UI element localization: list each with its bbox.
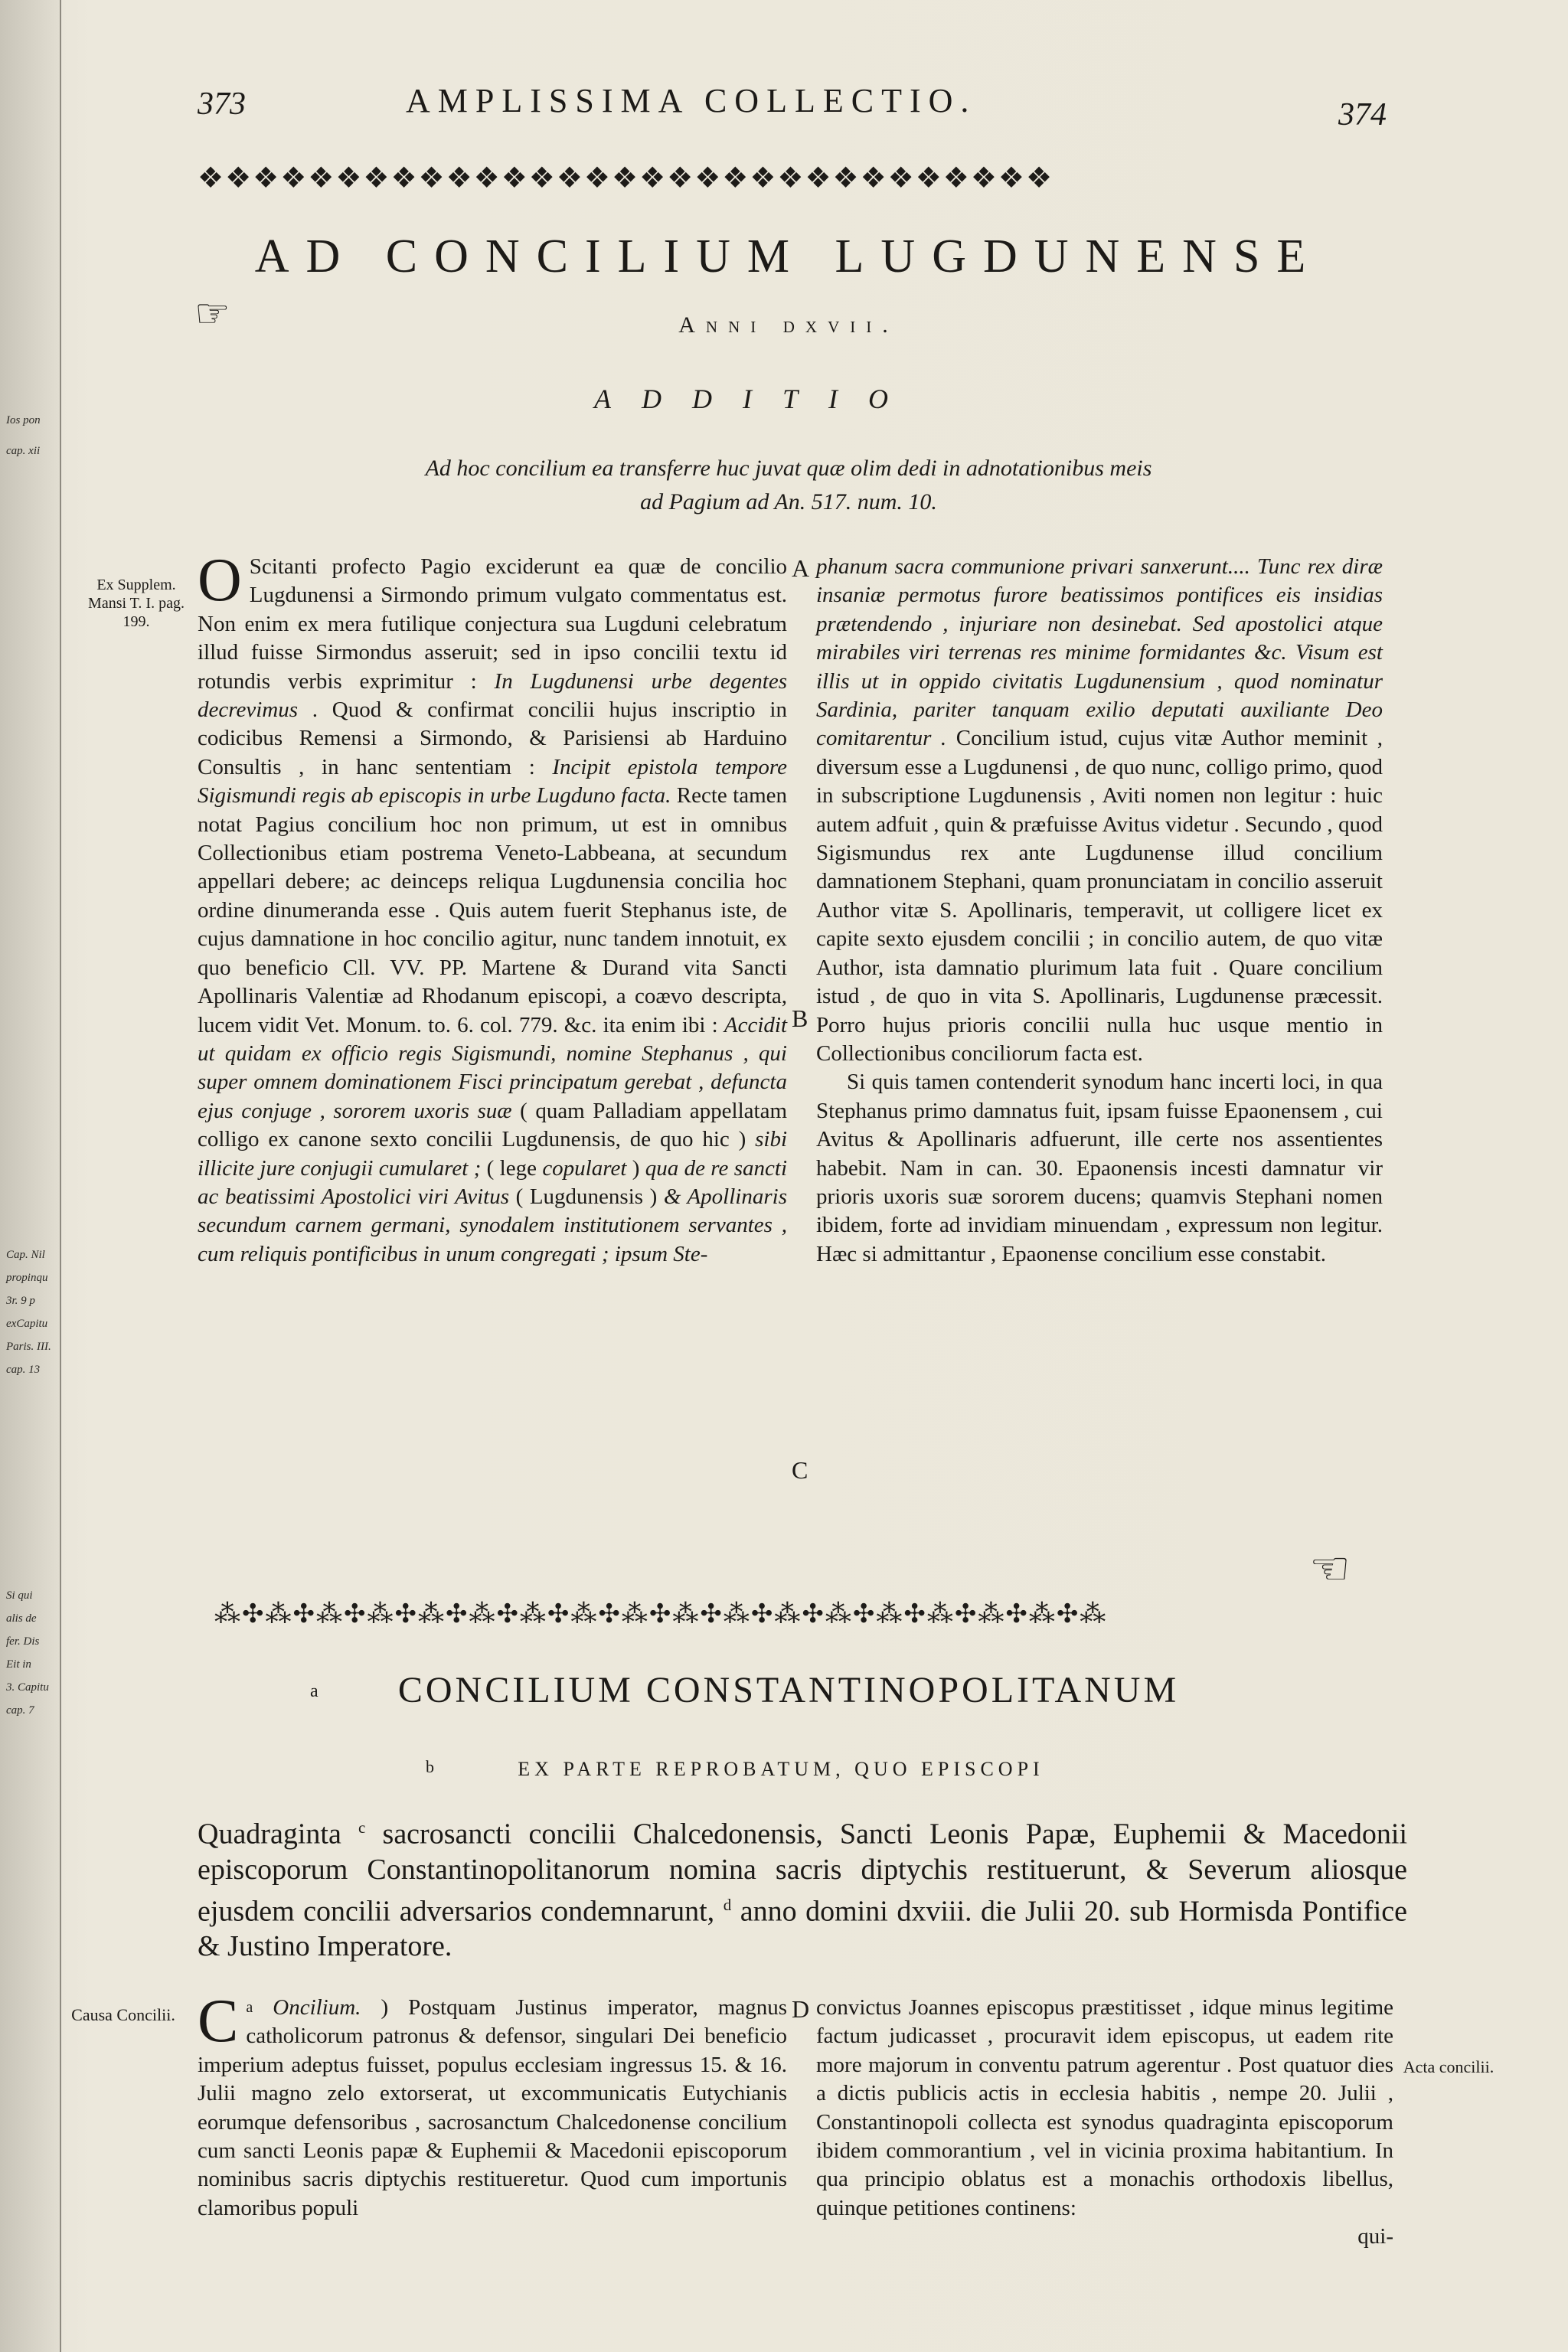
text-run-italic: phanum sacra communione privari sanxerunt.... Tunc rex diræ insaniæ permotus furore beatissimos pontifices eis insidias prætendendo , injuriare non desinebat. Sed apostolici atque mirabiles viri terrenas res minime formidantes &c. Visum est illis ut in oppido civitatis Lugdunensium , quod nominatur Sardinia, pariter tanquam exilio deputati auxiliante Deo comitarentur .: [816, 554, 1383, 751]
edge-note: exCapitu: [6, 1318, 48, 1330]
main-title: AD CONCILIUM LUGDUNENSE: [254, 230, 1323, 283]
text-run-italic: & Apollinaris secundum carnem germani, synodalem institutionem servantes , cum reliquis pontificibus in unum congregati ; ipsum Ste-: [198, 1184, 787, 1266]
ornament-band-middle: ⁂✣⁂✣⁂✣⁂✣⁂✣⁂✣⁂✣⁂✣⁂✣⁂✣⁂✣⁂✣⁂✣⁂✣⁂✣⁂✣⁂✣⁂: [214, 1600, 1108, 1628]
text-run-italic: Incipit epistola tempore Sigismundi regis ab episcopis in urbe Lugduno facta.: [198, 754, 788, 808]
summary-text: anno domini dxviii. die Julii 20. sub Hormisda Pontifice & Justino Imperatore.: [198, 1895, 1408, 1963]
section-letter-a: A: [792, 554, 810, 582]
text-run-italic: Accidit ut quidam ex officio regis Sigismundi, nomine Stephanus , qui super omnem dominationem Fisci principatum gerebat , defuncta ejus conjuge , sororem uxoris suæ: [198, 1012, 788, 1123]
text-run: Si quis tamen contenderit synodum hanc incerti loci, in qua Stephanus primo damnatus fuit, ipsam fuisse Epaonensem , cui Avitus & Apollinaris adfuerunt, ille certe nos assentientes habebit. Nam in can. 30. Epaonensis incesti damnatur vir prioris uxoris suæ sororem ducens; quamvis Stephani nomen ibidem, forte ad invidiam minuendam , expressum non legitur. Hæc si admittantur , Epaonense concilium esse constabit.: [816, 1070, 1383, 1266]
text-run-italic: copularet: [542, 1155, 627, 1181]
section-letter-b: B: [792, 1004, 808, 1032]
left-column: [198, 547, 788, 1269]
text-run-italic: In Lugdunensi urbe degentes decrevimus: [198, 668, 787, 723]
footnote-mark: a: [310, 1681, 318, 1701]
text-run: ( lege: [486, 1155, 537, 1181]
edge-note: Cap. Nil: [6, 1249, 45, 1261]
text-run: ): [632, 1155, 640, 1181]
page-number-right: 374: [1338, 97, 1387, 132]
subtitle-year: Anni dxvii.: [678, 312, 899, 338]
section-letter-c: C: [792, 1456, 808, 1484]
section-subtitle: EX PARTE REPROBATUM, QUO EPISCOPI: [518, 1758, 1044, 1780]
section-title: CONCILIUM CONSTANTINOPOLITANUM: [397, 1670, 1180, 1710]
section-letter-d: D: [792, 1995, 810, 2023]
catchword: qui-: [1357, 2224, 1393, 2249]
intro-line-2: ad Pagium ad An. 517. num. 10.: [640, 489, 937, 514]
edge-note: Paris. III.: [6, 1341, 51, 1353]
footnote-mark: c: [358, 1818, 366, 1837]
section-summary: [198, 1810, 1407, 1964]
text-run-italic: Oncilium.: [273, 1995, 361, 2020]
bottom-right-column: [816, 1994, 1393, 2252]
edge-note: Si qui: [6, 1589, 33, 1602]
edge-note: alis de: [6, 1612, 37, 1625]
pointing-hand-icon: ☞: [194, 292, 230, 336]
edge-note: cap. xii: [6, 445, 41, 457]
edge-note: cap. 13: [6, 1364, 41, 1376]
edge-note: Eit in: [6, 1658, 31, 1671]
edge-note: 3r. 9 p: [6, 1295, 35, 1307]
edge-note: 3. Capitu: [6, 1681, 49, 1694]
bottom-left-column: [198, 1988, 787, 2223]
page-number-left: 373: [198, 87, 246, 122]
text-run: Recte tamen notat Pagius concilium hoc non primum, ut est in omnibus Collectionibus etiam postrema Veneto-Labbeana, at secundum appellari debere; ac deinceps reliqua Lugdunensia concilia hoc ordine dinumeranda esse . Quis autem fuerit Stephanus iste, de cujus damnatione in hoc concilio agitur, nunc tandem innotuit, ex quo beneficio Cll. VV. PP. Martene & Durand vita Sancti Apollinaris Valentiæ ad Rhodanum episcopi, a coævo descripta, lucem vidit Vet. Monum. to. 6. col. 779. &c. ita enim ibi :: [198, 783, 788, 1037]
drop-cap: O: [198, 547, 242, 614]
text-run: Concilium istud, cujus vitæ Author meminit , diversum esse a Lugdunensi , de quo nunc, colligo primo, quod in subscriptione Lugdunensis , Aviti nomen non legitur : huic autem adfuit , quin & præfuisse Avitus videtur . Secundo , quod Sigismundus rex ante Lugdunense illud concilium damnationem Stephani, quam pronunciatam in concilio asseruit Author vitæ S. Apollinaris, temperavit, ut colligere licet ex capite sexto ejusdem concilii ; in concilio autem, de quo vitæ Author, ista damnatio plurimum lata fuit . Quare concilium istud , de quo in vita S. Apollinaris, Lugdunense præcessit. Porro hujus prioris concilii nulla huc usque mentio in Collectionibus conciliorum facta est.: [816, 726, 1383, 1066]
intro-line-1: Ad hoc concilium ea transferre huc juvat quæ olim dedi in adnotationibus meis: [425, 456, 1152, 481]
text-run: Scitanti profecto Pagio exciderunt ea quæ de concilio Lugdunensi a Sirmondo primum vulgato commentatus est. Non enim ex mera futilique conjectura sua Lugduni celebratum illud fuisse Sirmondus asseruit; sed in ipso concilii textu id rotundis verbis exprimitur :: [198, 554, 787, 694]
summary-text: sacrosancti concilii Chalcedonensis, Sancti Leonis Papæ, Euphemii & Macedonii episcoporum Constantinopolitanorum nomina sacris diptychis restituerunt, & Severum aliosque ejusdem concilii adversarios condemnarunt,: [198, 1818, 1408, 1928]
text-run: convictus Joannes episcopus præstitisset , idque minus legitime factum judicasset , procuravit idem episcopus, ut eadem rite more majorum in conventu patrum agerentur . Post quatuor dies a dictis publicis actis in ecclesia habitis , nempe 20. Julii , Constantinopoli collecta est synodus quadraginta episcoporum ibidem commorantium , vel in vicinia proxima habitantium. In qua principio oblatus est a monachis orthodoxis libellus, quinque petitiones continens:: [816, 1995, 1393, 2220]
edge-note: propinqu: [6, 1272, 48, 1284]
additio-heading: ADDITIO: [594, 384, 919, 414]
previous-page-edge: [0, 0, 61, 2352]
text-run: ( quam Palladiam appellatam colligo ex canone sexto concilii Lugdunensis, de quo hic ): [198, 1098, 787, 1152]
text-run-italic: qua de re sancti ac beatissimi Apostolici viri Avitus: [198, 1155, 788, 1209]
right-column: [816, 553, 1383, 1269]
drop-cap: C: [198, 1988, 239, 2055]
text-run-italic: sibi illicite jure conjugii cumularet ;: [198, 1127, 788, 1181]
ornament-band-top: ❖❖❖❖❖❖❖❖❖❖❖❖❖❖❖❖❖❖❖❖❖❖❖❖❖❖❖❖❖❖❖: [198, 162, 1054, 194]
edge-note: fer. Dis: [6, 1635, 40, 1648]
summary-text: Quadraginta: [198, 1818, 341, 1851]
footnote-mark: d: [723, 1895, 732, 1914]
edge-note: Ios pon: [6, 414, 41, 426]
footnote-mark: b: [426, 1757, 434, 1776]
running-title: AMPLISSIMA COLLECTIO.: [406, 82, 977, 119]
margin-note-acta: Acta concilii.: [1403, 2057, 1494, 2076]
edge-note: cap. 7: [6, 1704, 34, 1717]
text-run: ) Postquam Justinus imperator, magnus catholicorum patronus & defensor, singulari Dei beneficio imperium adeptus fuisset, populus ecclesiam ingressus 15. & 16. Julii magno zelo extorserat, ut excommunicatis Eutychianis eorumque defensoribus , sacrosanctum Chalcedonense concilium cum sancti Leonis papæ & Euphemii & Macedonii episcoporum nominibus sacris diptychis restitueretur. Quod cum importunis clamoribus populi: [198, 1995, 787, 2220]
margin-note-source: Ex Supplem. Mansi T. I. pag. 199.: [88, 577, 185, 630]
margin-note-causa: Causa Concilii.: [71, 2005, 175, 2024]
pointing-hand-icon: ☜: [1309, 1544, 1351, 1594]
text-run: . Quod & confirmat concilii hujus inscriptio in codicibus Remensi a Sirmondo, & Parisiensi ab Harduino Consultis , in hanc sententiam :: [198, 697, 787, 779]
footnote-mark: a: [246, 1999, 253, 2016]
text-run: ( Lugdunensis ): [515, 1184, 658, 1209]
